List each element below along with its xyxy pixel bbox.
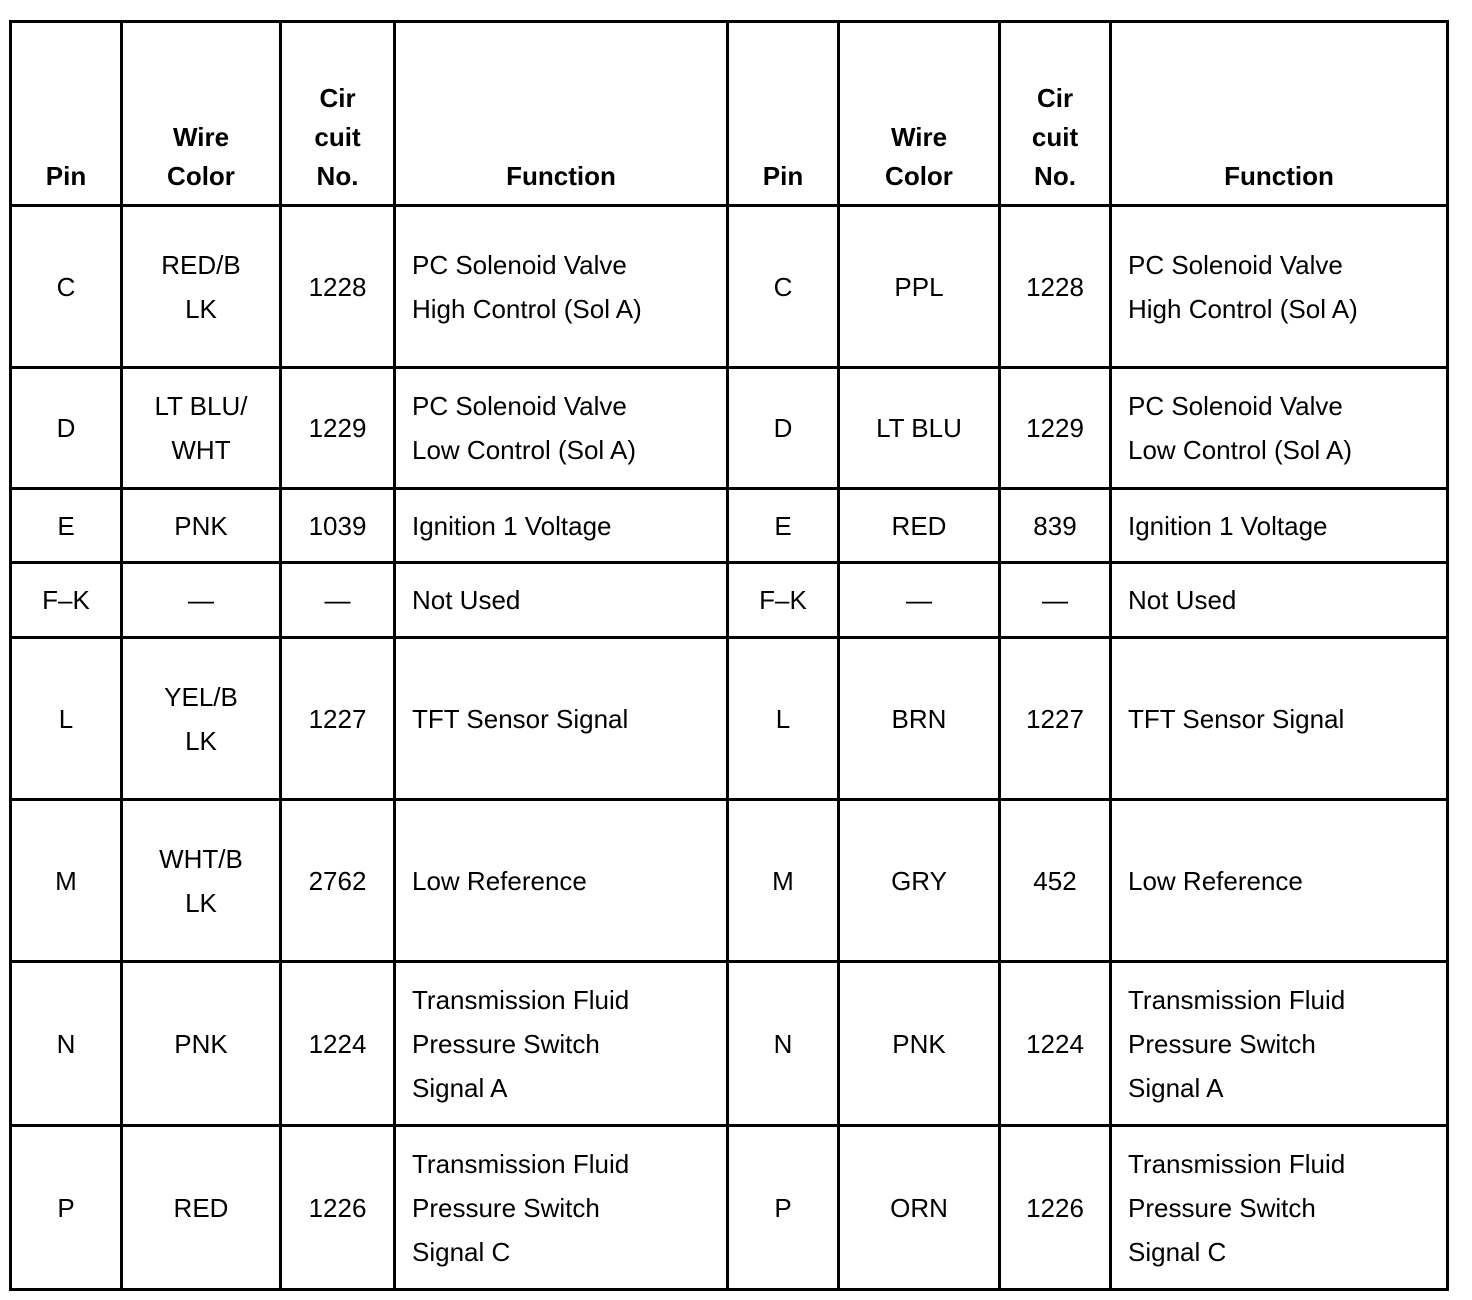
wire-color-cell-left [122, 489, 281, 563]
wire-color-cell-right [839, 206, 1000, 368]
circuit-no-cell-left: 1226 [281, 1126, 395, 1290]
function-cell-right-line: PC Solenoid Valve [1128, 249, 1343, 280]
function-cell-right [1111, 368, 1448, 489]
pin-cell-right: D [728, 368, 839, 489]
circuit-no-cell-left: — [281, 563, 395, 638]
function-cell-right [1111, 800, 1448, 962]
circuit-no-cell-left: 1224 [281, 962, 395, 1126]
pin-cell-right: L [728, 638, 839, 800]
header-wire-color-right: Wire Color [839, 22, 1000, 206]
function-cell-left [395, 962, 728, 1126]
function-cell-right-line: Transmission Fluid [1128, 984, 1346, 1015]
pin-cell-right: N [728, 962, 839, 1126]
pin-cell-left: C [11, 206, 122, 368]
circuit-no-cell-right: 839 [1000, 489, 1111, 563]
function-cell-right-line: Pressure Switch [1128, 1028, 1316, 1059]
pin-cell-right: F–K [728, 563, 839, 638]
pin-cell-left: N [11, 962, 122, 1126]
pin-cell-left: F–K [11, 563, 122, 638]
circuit-no-cell-left: 1229 [281, 368, 395, 489]
function-cell-right-line: TFT Sensor Signal [1128, 703, 1345, 734]
function-cell-right-line: High Control (Sol A) [1128, 293, 1358, 324]
pin-cell-right: E [728, 489, 839, 563]
circuit-no-cell-left: 1227 [281, 638, 395, 800]
function-cell-right-line: Low Control (Sol A) [1128, 435, 1352, 465]
circuit-no-cell-right: 1226 [1000, 1126, 1111, 1290]
table-row [11, 489, 1448, 563]
wire-color-cell-left-line: — [188, 585, 214, 615]
function-cell-left-line: Pressure Switch [412, 1192, 600, 1223]
function-cell-right [1111, 638, 1448, 800]
wire-color-cell-right [839, 1126, 1000, 1290]
circuit-no-cell-right: 1224 [1000, 962, 1111, 1126]
wire-color-cell-left [122, 962, 281, 1126]
wire-color-cell-right-line: PPL [894, 271, 944, 302]
wire-color-cell-right-line: GRY [891, 865, 947, 896]
wire-color-cell-right-line: ORN [890, 1192, 948, 1223]
function-cell-left-line: Not Used [412, 585, 521, 615]
pin-cell-left: D [11, 368, 122, 489]
function-cell-left-line: PC Solenoid Valve [412, 391, 627, 421]
function-cell-left-line: Pressure Switch [412, 1028, 600, 1059]
wire-color-cell-left-line: LK [185, 887, 217, 918]
circuit-no-cell-right: — [1000, 563, 1111, 638]
circuit-no-cell-right: 1227 [1000, 638, 1111, 800]
function-cell-right [1111, 563, 1448, 638]
header-pin-left: Pin [11, 22, 122, 206]
header-function-right: Function [1111, 22, 1448, 206]
pin-cell-right: M [728, 800, 839, 962]
table-row [11, 206, 1448, 368]
table-row [11, 800, 1448, 962]
wire-color-cell-left [122, 1126, 281, 1290]
function-cell-right-line: Transmission Fluid [1128, 1148, 1346, 1179]
function-cell-left-line: Signal C [412, 1236, 511, 1267]
function-cell-left [395, 489, 728, 563]
function-cell-right [1111, 206, 1448, 368]
function-cell-right-line: Not Used [1128, 585, 1237, 615]
function-cell-left [395, 800, 728, 962]
circuit-no-cell-left: 1228 [281, 206, 395, 368]
function-cell-left-line: Low Control (Sol A) [412, 435, 636, 465]
wire-color-cell-right [839, 962, 1000, 1126]
function-cell-right-line: PC Solenoid Valve [1128, 391, 1343, 421]
header-circuit-no-right: Cir cuit No. [1000, 22, 1111, 206]
header-pin-right: Pin [728, 22, 839, 206]
wire-color-cell-left-line: LK [185, 293, 217, 324]
wire-color-cell-right [839, 368, 1000, 489]
function-cell-left-line: Low Reference [412, 865, 587, 896]
connector-pinout-table [9, 20, 1449, 1291]
wire-color-cell-right [839, 563, 1000, 638]
wire-color-cell-left-line: PNK [174, 510, 228, 541]
function-cell-right-line: Low Reference [1128, 865, 1303, 896]
function-cell-right-line: Signal C [1128, 1236, 1227, 1267]
function-cell-left [395, 368, 728, 489]
wire-color-cell-right [839, 638, 1000, 800]
wire-color-cell-right-line: BRN [891, 703, 947, 734]
wire-color-cell-left [122, 563, 281, 638]
circuit-no-cell-left: 2762 [281, 800, 395, 962]
circuit-no-cell-right: 1228 [1000, 206, 1111, 368]
wire-color-cell-left-line: LK [185, 725, 217, 756]
wire-color-cell-left-line: LT BLU/ [154, 391, 248, 421]
header-circuit-no-left: Cir cuit No. [281, 22, 395, 206]
wire-color-cell-left-line: YEL/B [164, 681, 238, 712]
function-cell-left [395, 1126, 728, 1290]
wire-color-cell-left-line: WHT/B [159, 843, 243, 874]
table-row [11, 962, 1448, 1126]
header-row [11, 22, 1448, 206]
table-row [11, 638, 1448, 800]
pin-cell-left: M [11, 800, 122, 962]
wire-color-cell-right-line: — [906, 585, 932, 615]
function-cell-left [395, 638, 728, 800]
function-cell-left-line: Transmission Fluid [412, 1148, 630, 1179]
wire-color-cell-right [839, 489, 1000, 563]
table-body [11, 206, 1448, 1290]
wire-color-cell-right-line: PNK [892, 1028, 946, 1059]
function-cell-left [395, 206, 728, 368]
function-cell-left-line: TFT Sensor Signal [412, 703, 629, 734]
table-row [11, 368, 1448, 489]
table-row [11, 1126, 1448, 1290]
wire-color-cell-left [122, 368, 281, 489]
wire-color-cell-right-line: LT BLU [876, 413, 962, 443]
function-cell-right [1111, 962, 1448, 1126]
wire-color-cell-left [122, 800, 281, 962]
header-wire-color-left: Wire Color [122, 22, 281, 206]
wire-color-cell-left-line: RED [173, 1192, 229, 1223]
circuit-no-cell-left: 1039 [281, 489, 395, 563]
function-cell-left [395, 563, 728, 638]
pin-cell-left: E [11, 489, 122, 563]
pin-cell-right: C [728, 206, 839, 368]
wire-color-cell-right [839, 800, 1000, 962]
function-cell-right [1111, 1126, 1448, 1290]
pin-cell-left: P [11, 1126, 122, 1290]
function-cell-right-line: Ignition 1 Voltage [1128, 510, 1328, 541]
table-row [11, 563, 1448, 638]
header-function-left: Function [395, 22, 728, 206]
circuit-no-cell-right: 452 [1000, 800, 1111, 962]
circuit-no-cell-right: 1229 [1000, 368, 1111, 489]
function-cell-left-line: Ignition 1 Voltage [412, 510, 612, 541]
wire-color-cell-left-line: WHT [171, 435, 231, 465]
function-cell-right [1111, 489, 1448, 563]
wire-color-cell-right-line: RED [891, 510, 947, 541]
pin-cell-right: P [728, 1126, 839, 1290]
function-cell-left-line: Transmission Fluid [412, 984, 630, 1015]
function-cell-right-line: Signal A [1128, 1072, 1224, 1103]
wire-color-cell-left [122, 638, 281, 800]
function-cell-left-line: PC Solenoid Valve [412, 249, 627, 280]
function-cell-right-line: Pressure Switch [1128, 1192, 1316, 1223]
pin-cell-left: L [11, 638, 122, 800]
wire-color-cell-left [122, 206, 281, 368]
function-cell-left-line: High Control (Sol A) [412, 293, 642, 324]
function-cell-left-line: Signal A [412, 1072, 508, 1103]
wire-color-cell-left-line: PNK [174, 1028, 228, 1059]
wire-color-cell-left-line: RED/B [161, 249, 241, 280]
